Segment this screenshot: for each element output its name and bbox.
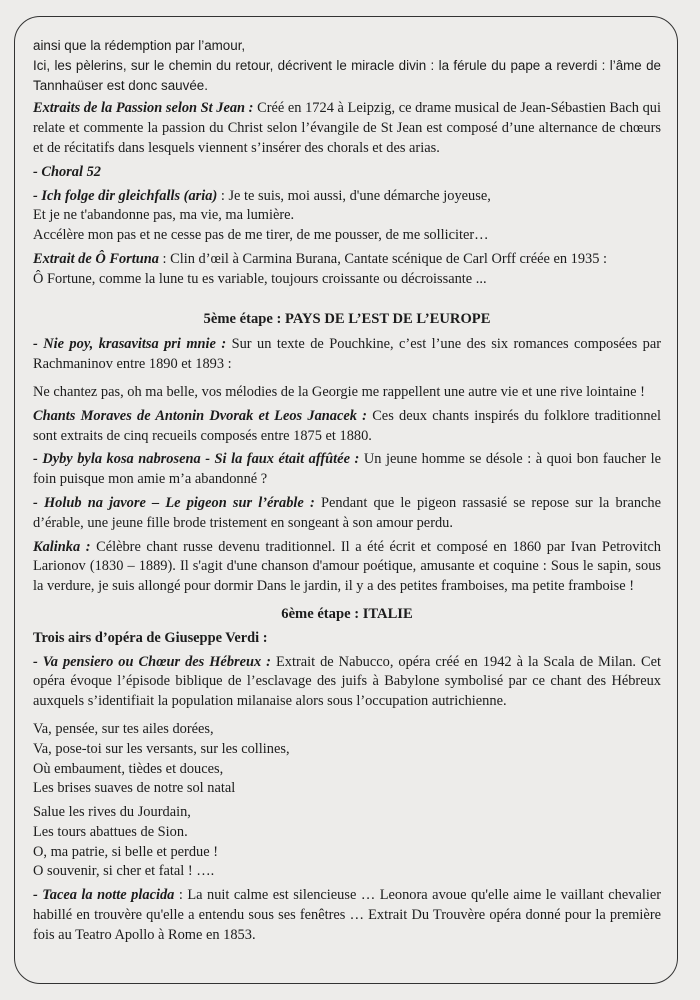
verse-line: Les brises suaves de notre sol natal <box>33 780 236 797</box>
ich-line-3: Accélère mon pas et ne cesse pas de me tirer, de me pousser, de me solliciter… <box>33 227 489 244</box>
pensiero-text: Extrait de Nabucco, opéra créé en 1942 à la Scala de Milan. Cet opéra évoque l’épisode biblique de l’esclavage des juifs à Babylone symbolisé par ce chant des Hébreux auxquels s’identifiait la population milanaise alors sous l’occupation autrichienne. <box>33 653 662 710</box>
ich-text: : Je te suis, moi aussi, d'une démarche joyeuse, <box>217 187 491 204</box>
passion-paragraph <box>33 99 661 158</box>
nie-paragraph <box>33 335 661 375</box>
verse-line: Salue les rives du Jourdain, <box>33 804 191 821</box>
dyby-title: - Dyby byla kosa nabrosena - Si la faux était affûtée : <box>33 451 360 468</box>
moraves-text: Ces deux chants inspirés du folklore traditionnel sont extraits de cinq recueils composés entre 1875 et 1880. <box>33 407 661 444</box>
fortuna-text: : Clin d’œil à Carmina Burana, Cantate scénique de Carl Orff créée en 1935 : <box>158 250 608 267</box>
fortuna-line-2: Ô Fortune, comme la lune tu es variable, toujours croissante ou décroissante ... <box>33 270 487 287</box>
nie-title: - Nie poy, krasavitsa pri mnie : <box>33 336 227 353</box>
kalinka-paragraph <box>33 538 661 597</box>
passion-text: Créé en 1724 à Leipzig, ce drame musical de Jean-Sébastien Bach qui relate et commente la passion du Christ selon l’évangile de St Jean est composé d’une alternance de chœurs et de récitatifs dans lesquels viennent s’insérer des chorals et des arias. <box>33 100 661 156</box>
tacea-title: - Tacea la notte placida <box>33 887 175 904</box>
intro-line-1: ainsi que la rédemption par l’amour, <box>33 38 246 53</box>
intro-paragraph: Ici, les pèlerins, sur le chemin du retour, décrivent le miracle divin : la férule du pape a reverdi : l’âme de Tannhaüser est donc sauvée. <box>33 57 661 93</box>
section-heading-6: 6ème étape : ITALIE <box>281 605 413 622</box>
moraves-title: Chants Moraves de Antonin Dvorak et Leos Janacek : <box>33 407 367 424</box>
ich-line-1 <box>33 187 661 207</box>
nie-text: Sur un texte de Pouchkine, c’est l’une des six romances composées par Rachmaninov entre 1890 et 1893 : <box>33 336 661 373</box>
fortuna-line-1 <box>33 250 661 270</box>
section-heading-5: 5ème étape : PAYS DE L’EST DE L’EUROPE <box>203 310 491 327</box>
nie-translation: Ne chantez pas, oh ma belle, vos mélodies de la Georgie me rappellent une autre vie et une rive lointaine ! <box>33 383 645 400</box>
ich-title: - Ich folge dir gleichfalls (aria) <box>33 187 218 204</box>
verse-line: Va, pensée, sur tes ailes dorées, <box>33 720 214 737</box>
pensiero-title: - Va pensiero ou Chœur des Hébreux : <box>33 653 271 670</box>
verse-line: Va, pose-toi sur les versants, sur les collines, <box>33 740 290 757</box>
tacea-text: : La nuit calme est silencieuse … Leonora avoue qu'elle aime le vaillant chevalier habillé en trouvère qu'elle a entendu sous ses fenêtres … Extrait Du Trouvère opéra donné pour la première fois au Teatro Apollo à Rome en 1853. <box>33 887 662 943</box>
verse-line: O, ma patrie, si belle et perdue ! <box>33 843 219 860</box>
verse-line: Où embaument, tièdes et douces, <box>33 760 224 777</box>
pensiero-paragraph <box>33 653 661 712</box>
verdi-heading: Trois airs d’opéra de Giuseppe Verdi : <box>33 629 268 646</box>
holub-title: - Holub na javore – Le pigeon sur l’érable : <box>33 494 315 511</box>
holub-text: Pendant que le pigeon rassasié se repose sur la branche d’érable, une jeune fille brode tristement en songeant à son amour perdu. <box>33 494 661 531</box>
verse-line: O souvenir, si cher et fatal ! …. <box>33 863 215 880</box>
ich-line-2: Et je ne t'abandonne pas, ma vie, ma lumière. <box>33 207 295 224</box>
verse-line: Les tours abattues de Sion. <box>33 823 188 840</box>
holub-paragraph <box>33 494 661 534</box>
tacea-paragraph <box>33 886 661 945</box>
document-body <box>33 36 661 946</box>
passion-title: Extraits de la Passion selon St Jean : <box>33 100 254 117</box>
moraves-paragraph <box>33 407 661 447</box>
dyby-text: Un jeune homme se désole : à quoi bon faucher le foin puisque mon amie m’a abandonné ? <box>33 451 661 488</box>
choral-title: - Choral 52 <box>33 163 101 180</box>
kalinka-text: Célèbre chant russe devenu traditionnel. Il a été écrit et composé en 1860 par Ivan Petrovitch Larionov (1830 – 1889). Il s'agit d'une chanson d'amour poétique, amusante et coquine : Sous le sapin, sous la verdure, je suis allongé pour dormir Dans le jardin, il y a des petites framboises, ma petite framboise ! <box>33 538 661 595</box>
verse-stanza-1 <box>33 720 661 799</box>
dyby-paragraph <box>33 450 661 490</box>
kalinka-title: Kalinka : <box>33 538 91 555</box>
verse-stanza-2 <box>33 803 661 882</box>
fortuna-title: Extrait de Ô Fortuna <box>33 250 159 267</box>
